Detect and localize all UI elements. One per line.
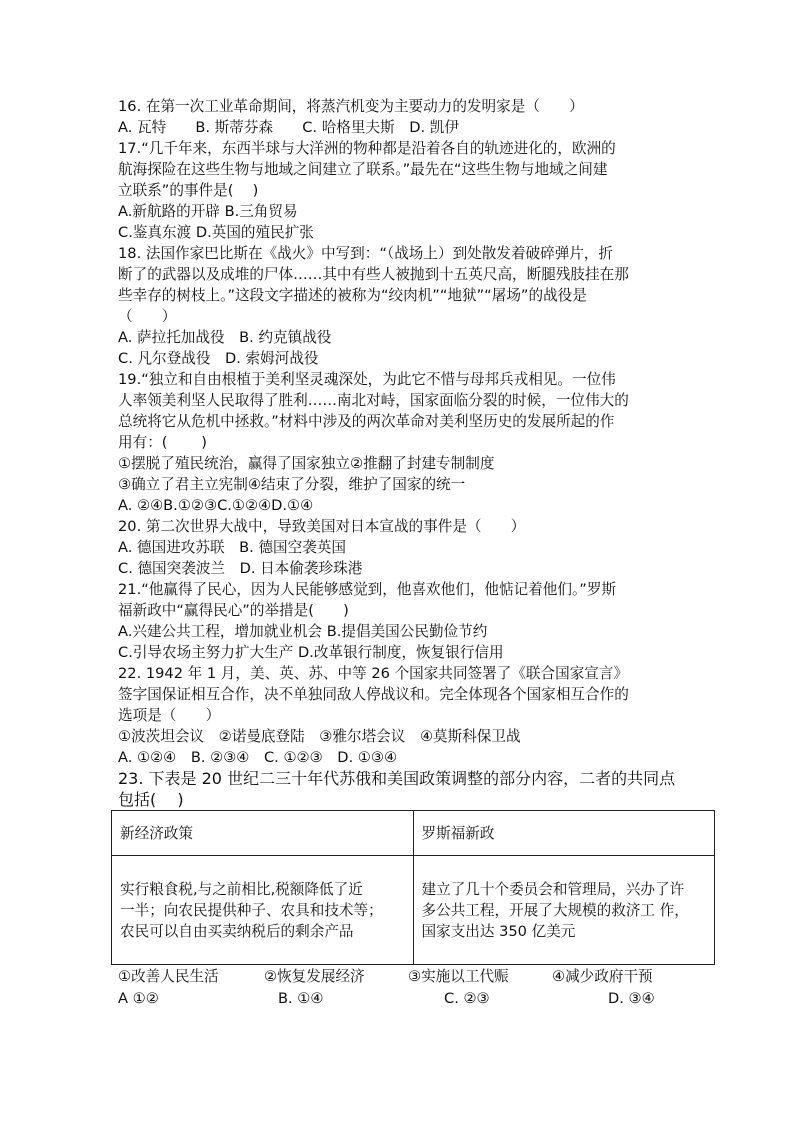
question-22-stem-line-2: 签字国保证相互合作，决不单独同敌人停战议和。完全体现各个国家相互合作的 (118, 686, 629, 703)
question-17-stem-line-2: 航海探险在这些生物与地域之间建立了联系。”最先在“这些生物与地域之间建 (118, 161, 608, 178)
question-19-stem-line-3: 总统将它从危机中拯救。”材料中涉及的两次革命对美利坚历史的发展所起的作 (118, 413, 615, 430)
table-header-cell: 罗斯福新政 (413, 811, 715, 856)
question-22-stem-line-3: 选项是（ ） (118, 707, 221, 724)
cell-line: 一半；向农民提供种子、农具和技术等； (120, 901, 383, 919)
question-20-options-line-1: A. 德国进攻苏联 B. 德国空袭英国 (118, 539, 347, 556)
question-23-option-c: C. ②③ (444, 990, 490, 1007)
question-22-items: ①波茨坦会议 ②诺曼底登陆 ③雅尔塔会议 ④莫斯科保卫战 (118, 728, 521, 745)
question-23-stem-line-2: 包括( ) (118, 790, 184, 809)
question-19-items-line-2: ③确立了君主立宪制④结束了分裂，维护了国家的统一 (118, 476, 466, 493)
question-21-stem-line-1: 21.“他赢得了民心，因为人民能够感觉到，他喜欢他们，他惦记着他们。”罗斯 (118, 581, 617, 598)
question-23-item-3: ③实施以工代赈 (408, 968, 509, 985)
question-17-stem-line-3: 立联系”的事件是( ) (118, 182, 259, 199)
question-19-items-line-1: ①摆脱了殖民统治，赢得了国家独立②推翻了封建专制制度 (118, 455, 495, 472)
question-16-stem: 16. 在第一次工业革命期间，将蒸汽机变为主要动力的发明家是（ ） (118, 98, 584, 115)
table-header-cell: 新经济政策 (112, 811, 414, 856)
question-17-options-line-2: C.鉴真东渡 D.英国的殖民扩张 (118, 224, 314, 241)
question-21-stem-line-2: 福新政中“赢得民心”的举措是( ) (118, 602, 349, 619)
question-18-stem-line-2: 断了的武器以及成堆的尸体……其中有些人被抛到十五英尺高，断腿残肢挂在那 (118, 266, 629, 283)
cell-line: 实行粮食税,与之前相比,税额降低了近 (120, 880, 363, 898)
cell-line: 多公共工程，开展了大规模的救济工 作， (421, 901, 689, 919)
table-cell (413, 856, 715, 965)
question-23-stem-line-1: 23. 下表是 20 世纪二三十年代苏俄和美国政策调整的部分内容，二者的共同点 (118, 769, 676, 788)
question-23-option-a: A ①② (118, 990, 159, 1007)
question-23-item-1: ①改善人民生活 (118, 968, 219, 985)
question-18-stem-line-3: 些幸存的树枝上。”这段文字描述的被称为“绞肉机”“地狱”“屠场”的战役是 (118, 287, 587, 304)
question-17-options-line-1: A.新航路的开辟 B.三角贸易 (118, 203, 298, 220)
question-21-options-line-1: A.兴建公共工程，增加就业机会 B.提倡美国公民勤俭节约 (118, 623, 488, 640)
question-18-options-line-2: C. 凡尔登战役 D. 索姆河战役 (118, 350, 319, 367)
question-22-stem-line-1: 22. 1942 年 1 月，美、英、苏、中等 26 个国家共同签署了《联合国家宣言》 (118, 665, 629, 682)
question-16-options: A. 瓦特 B. 斯蒂芬森 C. 哈格里夫斯 D. 凯伊 (118, 119, 459, 136)
question-17-stem-line-1: 17.“几千年来，东西半球与大洋洲的物种都是沿着各自的轨迹进化的，欧洲的 (118, 140, 616, 157)
question-20-stem: 20. 第二次世界大战中，导致美国对日本宣战的事件是（ ） (118, 518, 526, 535)
question-19-options: A. ②④B.①②③C.①②④D.①④ (118, 497, 314, 514)
policy-comparison-table (111, 810, 715, 965)
question-22-options: A. ①②④ B. ②③④ C. ①②③ D. ①③④ (118, 749, 398, 766)
question-19-stem-line-1: 19.“独立和自由根植于美利坚灵魂深处，为此它不惜与母邦兵戎相见。一位伟 (118, 371, 616, 388)
question-23-option-b: B. ①④ (278, 990, 324, 1007)
cell-line: 农民可以自由买卖纳税后的剩余产品 (120, 922, 354, 940)
table-row (112, 856, 715, 965)
question-23-item-2: ②恢复发展经济 (264, 968, 365, 985)
question-19-stem-line-4: 用有：( ) (118, 434, 207, 451)
question-18-stem-line-1: 18. 法国作家巴比斯在《战火》中写到：“（战场上）到处散发着破碎弹片，折 (118, 245, 614, 262)
table-cell (112, 856, 414, 965)
question-20-options-line-2: C. 德国突袭波兰 D. 日本偷袭珍珠港 (118, 560, 363, 577)
question-23-option-d: D. ③④ (608, 990, 655, 1007)
cell-line: 国家支出达 350 亿美元 (421, 922, 576, 940)
question-19-stem-line-2: 人率领美利坚人民取得了胜利……南北对峙，国家面临分裂的时候，一位伟大的 (118, 392, 629, 409)
question-23-item-4: ④减少政府干预 (552, 968, 653, 985)
question-21-options-line-2: C.引导农场主努力扩大生产 D.改革银行制度，恢复银行信用 (118, 644, 504, 661)
table-header-row (112, 811, 715, 856)
question-18-options-line-1: A. 萨拉托加战役 B. 约克镇战役 (118, 329, 332, 346)
question-18-stem-line-4: （ ） (118, 308, 177, 325)
cell-line: 建立了几十个委员会和管理局，兴办了许 (421, 880, 685, 898)
